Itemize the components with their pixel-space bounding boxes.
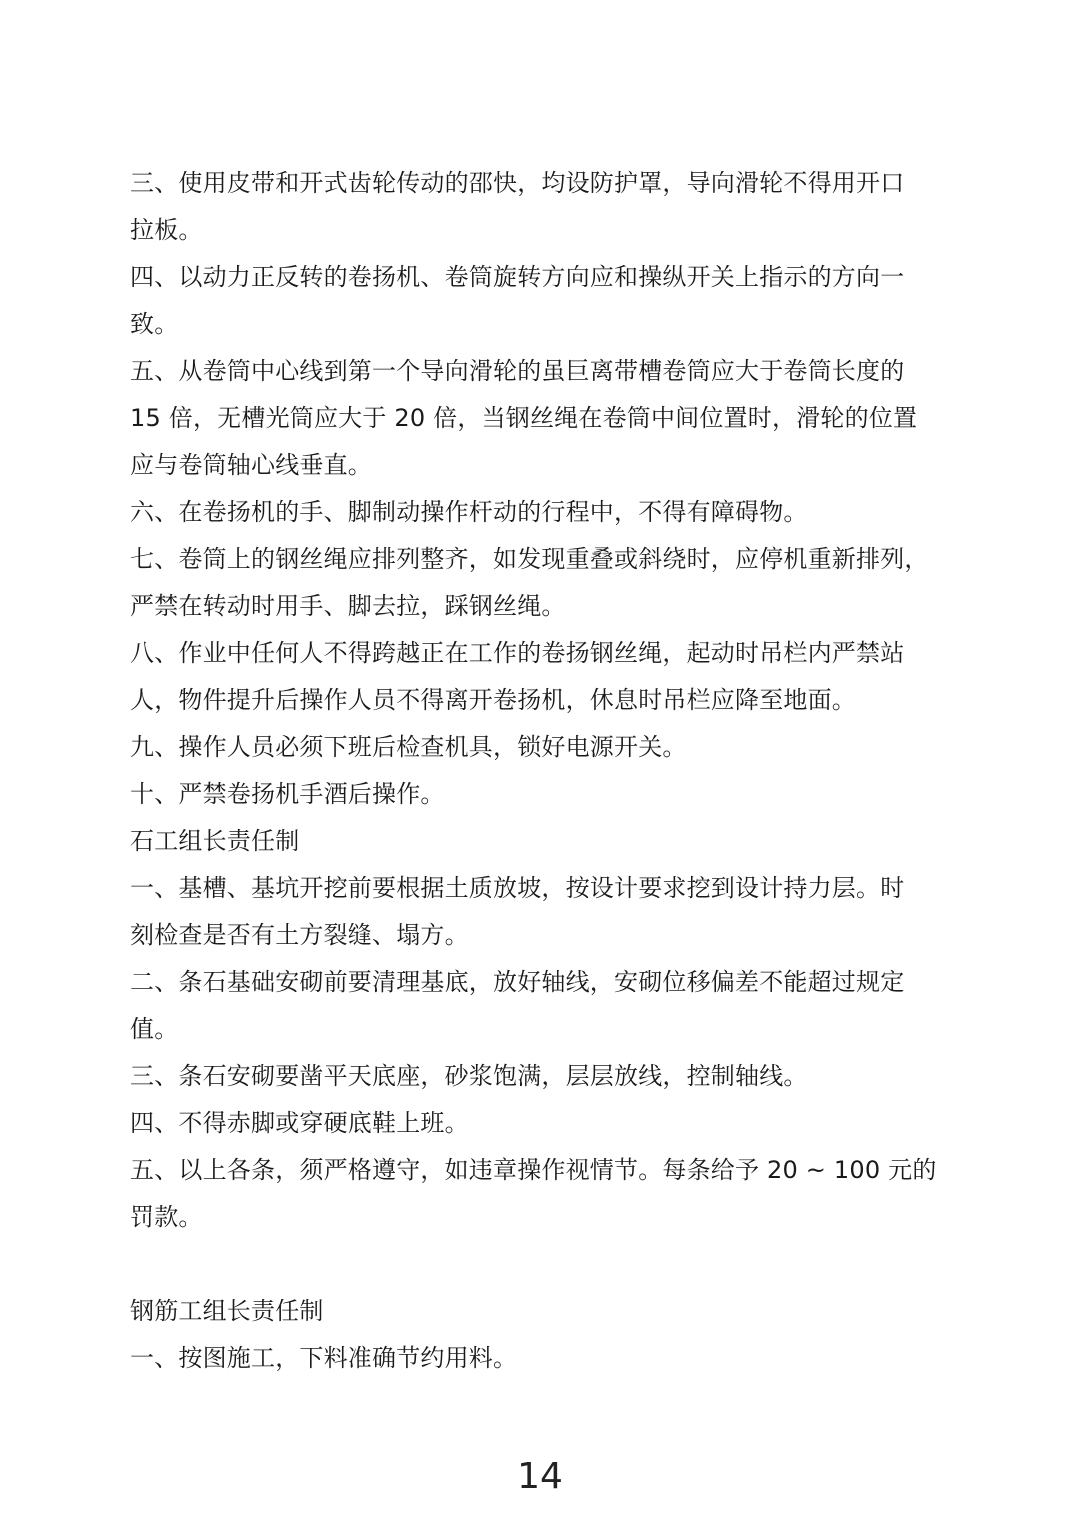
text-line: 四、以动力正反转的卷扬机、卷筒旋转方向应和操纵开关上指示的方向一 — [130, 263, 905, 291]
text-line: 应与卷筒轴心线垂直。 — [130, 451, 372, 479]
text-line: 十、严禁卷扬机手酒后操作。 — [130, 780, 445, 808]
text-line: 三、条石安砌要凿平天底座，砂浆饱满，层层放线，控制轴线。 — [130, 1062, 808, 1090]
text-line: 刻检查是否有土方裂缝、塌方。 — [130, 921, 469, 949]
blank-line — [130, 1241, 956, 1288]
text-line: 三、使用皮带和开式齿轮传动的邵快，均设防护罩，导向滑轮不得用开口 — [130, 169, 905, 197]
text-line: 致。 — [130, 310, 179, 338]
text-line: 六、在卷扬机的手、脚制动操作杆动的行程中，不得有障碍物。 — [130, 498, 808, 526]
text-line: 一、按图施工，下料准确节约用料。 — [130, 1344, 518, 1372]
text-line: 15 倍，无槽光筒应大于 20 倍，当钢丝绳在卷筒中间位置时，滑轮的位置 — [130, 404, 918, 432]
page-number: 14 — [517, 1456, 563, 1497]
text-line: 五、从卷筒中心线到第一个导向滑轮的虽巨离带槽卷筒应大于卷筒长度的 — [130, 357, 905, 385]
text-line: 人，物件提升后操作人员不得离开卷扬机，休息时吊栏应降至地面。 — [130, 686, 856, 714]
text-line: 值。 — [130, 1015, 179, 1043]
text-line: 一、基槽、基坑开挖前要根据土质放坡，按设计要求挖到设计持力层。时 — [130, 874, 905, 902]
text-line: 八、作业中任何人不得跨越正在工作的卷扬钢丝绳，起动时吊栏内严禁站 — [130, 639, 905, 667]
text-line: 四、不得赤脚或穿硬底鞋上班。 — [130, 1109, 469, 1137]
section-heading-stone: 石工组长责任制 — [130, 827, 300, 855]
text-line: 二、条石基础安砌前要清理基底，放好轴线，安砌位移偏差不能超过规定 — [130, 968, 905, 996]
text-line: 九、操作人员必须下班后检查机具，锁好电源开关。 — [130, 733, 687, 761]
section-heading-rebar: 钢筋工组长责任制 — [130, 1297, 324, 1325]
text-line: 拉板。 — [130, 216, 203, 244]
text-line: 七、卷筒上的钢丝绳应排列整齐，如发现重叠或斜绕时，应停机重新排列， — [130, 545, 929, 573]
text-line: 五、以上各条，须严格遵守，如违章操作视情节。每条给予 20 ~ 100 元的 — [130, 1156, 937, 1184]
document-body — [130, 160, 956, 1382]
text-line: 严禁在转动时用手、脚去拉，踩钢丝绳。 — [130, 592, 566, 620]
text-line: 罚款。 — [130, 1203, 203, 1231]
